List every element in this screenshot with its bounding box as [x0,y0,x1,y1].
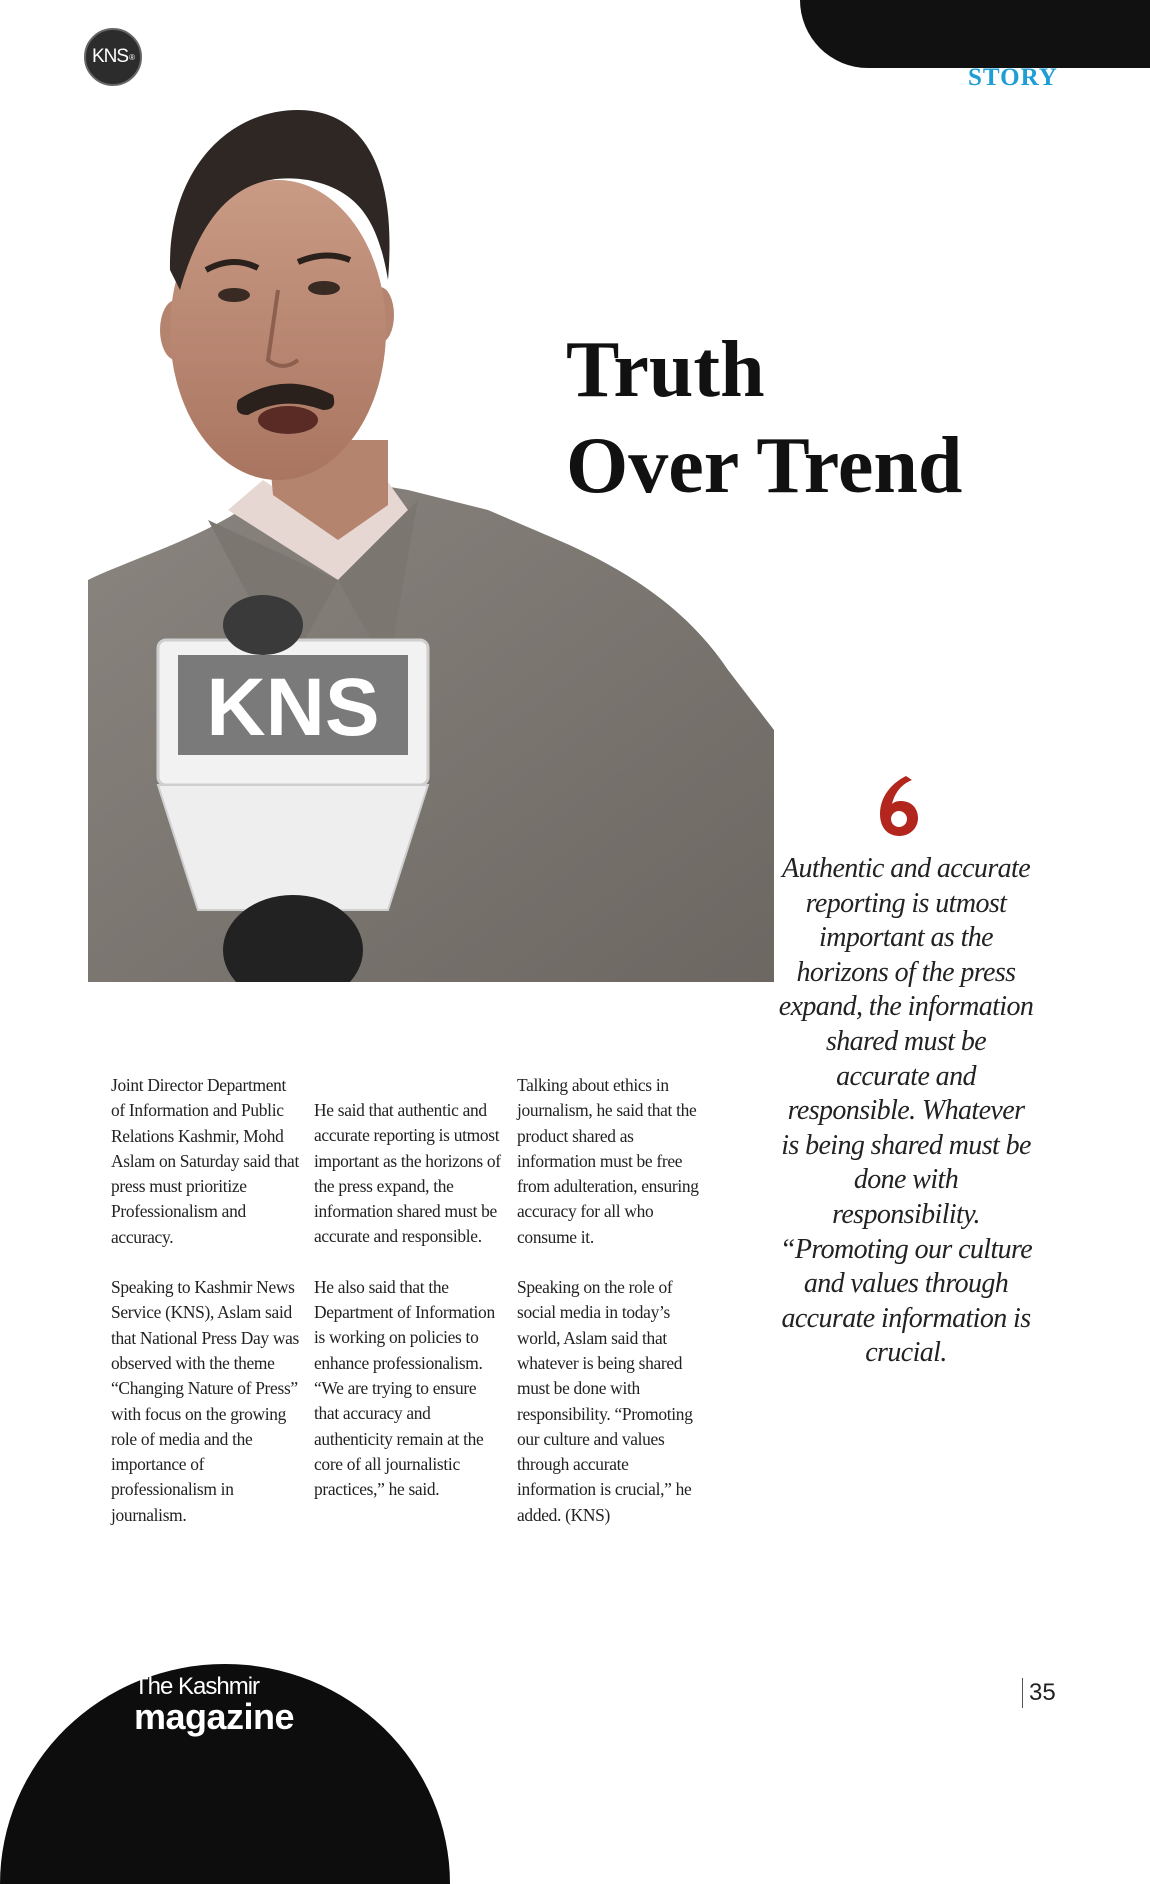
article-column-3 [517,1073,707,1553]
paragraph: He said that authentic and accurate reporting is utmost important as the horizons of the press expand, the information shared must be accurate and responsible. [314,1100,501,1247]
article-column-1 [111,1073,301,1553]
paragraph: He also said that the Department of Information is working on policies to enhance professionalism. “We are trying to ensure that accuracy and authenticity remain at the core of all journalistic practices,” he said. [314,1276,495,1500]
kns-logo-text: KNS [92,46,129,67]
magazine-logo [134,1673,295,1737]
headline-line-2: Over Trend [566,422,963,510]
article-column-2 [314,1098,504,1527]
magazine-name-small: The Kashmir [134,1673,260,1700]
top-corner-tab [800,0,1150,68]
paragraph: Speaking to Kashmir News Service (KNS), Aslam said that National Press Day was observed with the theme “Changing Nature of Press” with focus on the growing role of media and the importance of professionalism in journalism. [111,1277,299,1525]
quote-mark-icon [868,770,928,840]
section-label: STORY [968,64,1058,91]
pull-quote-text: Authentic and accurate reporting is utmost important as the horizons of the press expand, the information shared must be accurate and responsible. Whatever is being shared must be done with responsibility. “Promoting our culture and values through accurate information is crucial. [778,853,1034,1369]
headline-line-1: Truth [566,326,765,414]
pull-quote [778,852,1034,1371]
paragraph: Talking about ethics in journalism, he said that the product shared as information must be free from adulteration, ensuring accuracy for all who consume it. [517,1075,699,1247]
headline [566,322,962,514]
page-number: 35 [1022,1678,1056,1708]
paragraph: Speaking on the role of social media in today’s world, Aslam said that whatever is being shared must be done with responsibility. “Promoting our culture and values through accurate information is crucial,” he added. (KNS) [517,1277,693,1525]
magazine-name-big: magazine [134,1696,295,1737]
kns-logo [84,28,142,86]
article-photo [88,110,774,982]
paragraph: Joint Director Department of Information and Public Relations Kashmir, Mohd Aslam on Saturday said that press must prioritize Professionalism and accuracy. [111,1075,299,1247]
registered-mark: ® [129,52,134,62]
mic-label: KNS [206,662,380,753]
